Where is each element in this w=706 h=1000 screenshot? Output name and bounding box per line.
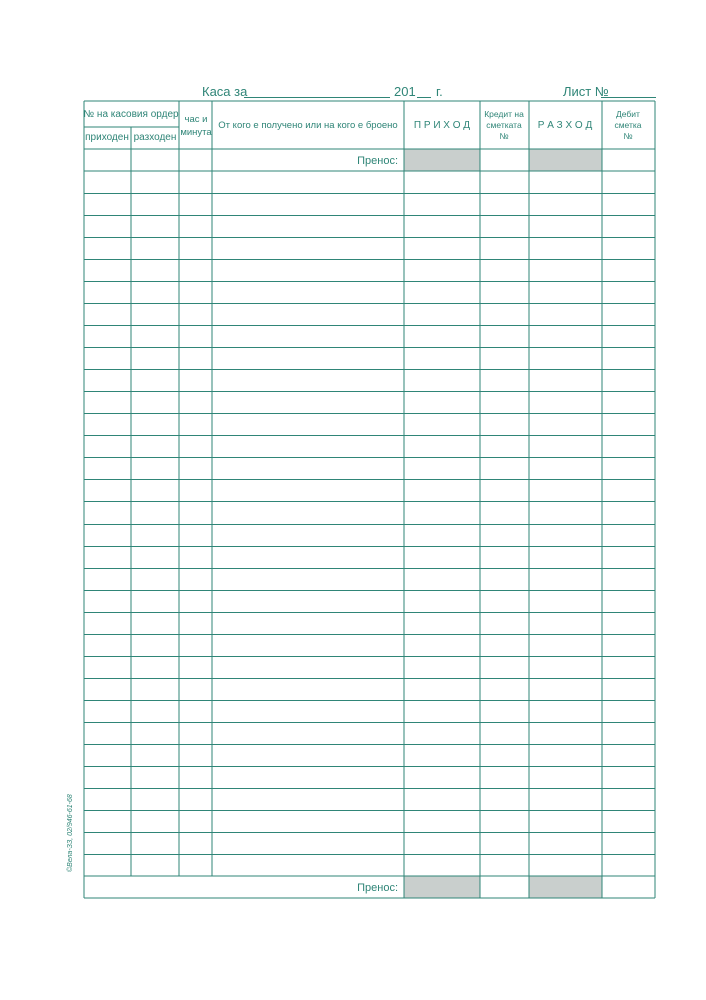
- credit-header-line-2: сметката: [486, 120, 522, 130]
- credit-header-line-1: Кредит на: [484, 109, 524, 119]
- debit-header-line-1: Дебит: [616, 109, 640, 119]
- header-labels: [83, 109, 641, 143]
- description-header: От кого е получено или на кого е броено: [218, 120, 398, 131]
- printer-code: ©Вела-ЗЗ, 02/946-61-68: [67, 794, 74, 872]
- year-suffix: г.: [436, 84, 443, 99]
- sheet-label: Лист №: [563, 84, 609, 99]
- income-header: П Р И Х О Д: [413, 120, 471, 131]
- year-label: 201: [394, 84, 416, 99]
- income-order-header: приходен: [85, 132, 129, 143]
- debit-header-line-2: сметка: [614, 120, 642, 130]
- carry-over-label-top: Пренос:: [357, 155, 398, 167]
- kasa-label: Каса за: [202, 84, 248, 99]
- debit-header-line-3: №: [623, 131, 633, 141]
- expense-header: Р А З Х О Д: [537, 120, 593, 131]
- expense-order-header: разходен: [133, 132, 177, 143]
- shaded-cells: [404, 149, 602, 898]
- carry-over-expense-top-cell[interactable]: [529, 149, 602, 171]
- carry-over-expense-bottom-cell[interactable]: [529, 876, 602, 898]
- time-header-line-2: минута: [180, 127, 212, 138]
- carry-over-income-bottom-cell[interactable]: [404, 876, 480, 898]
- order-number-group-header: № на касовия ордер: [83, 109, 179, 120]
- carry-over-label-bottom: Пренос:: [357, 882, 398, 894]
- grid-lines: [84, 101, 655, 898]
- time-header-line-1: час и: [184, 114, 208, 125]
- credit-header-line-3: №: [499, 131, 509, 141]
- carry-over-income-top-cell[interactable]: [404, 149, 480, 171]
